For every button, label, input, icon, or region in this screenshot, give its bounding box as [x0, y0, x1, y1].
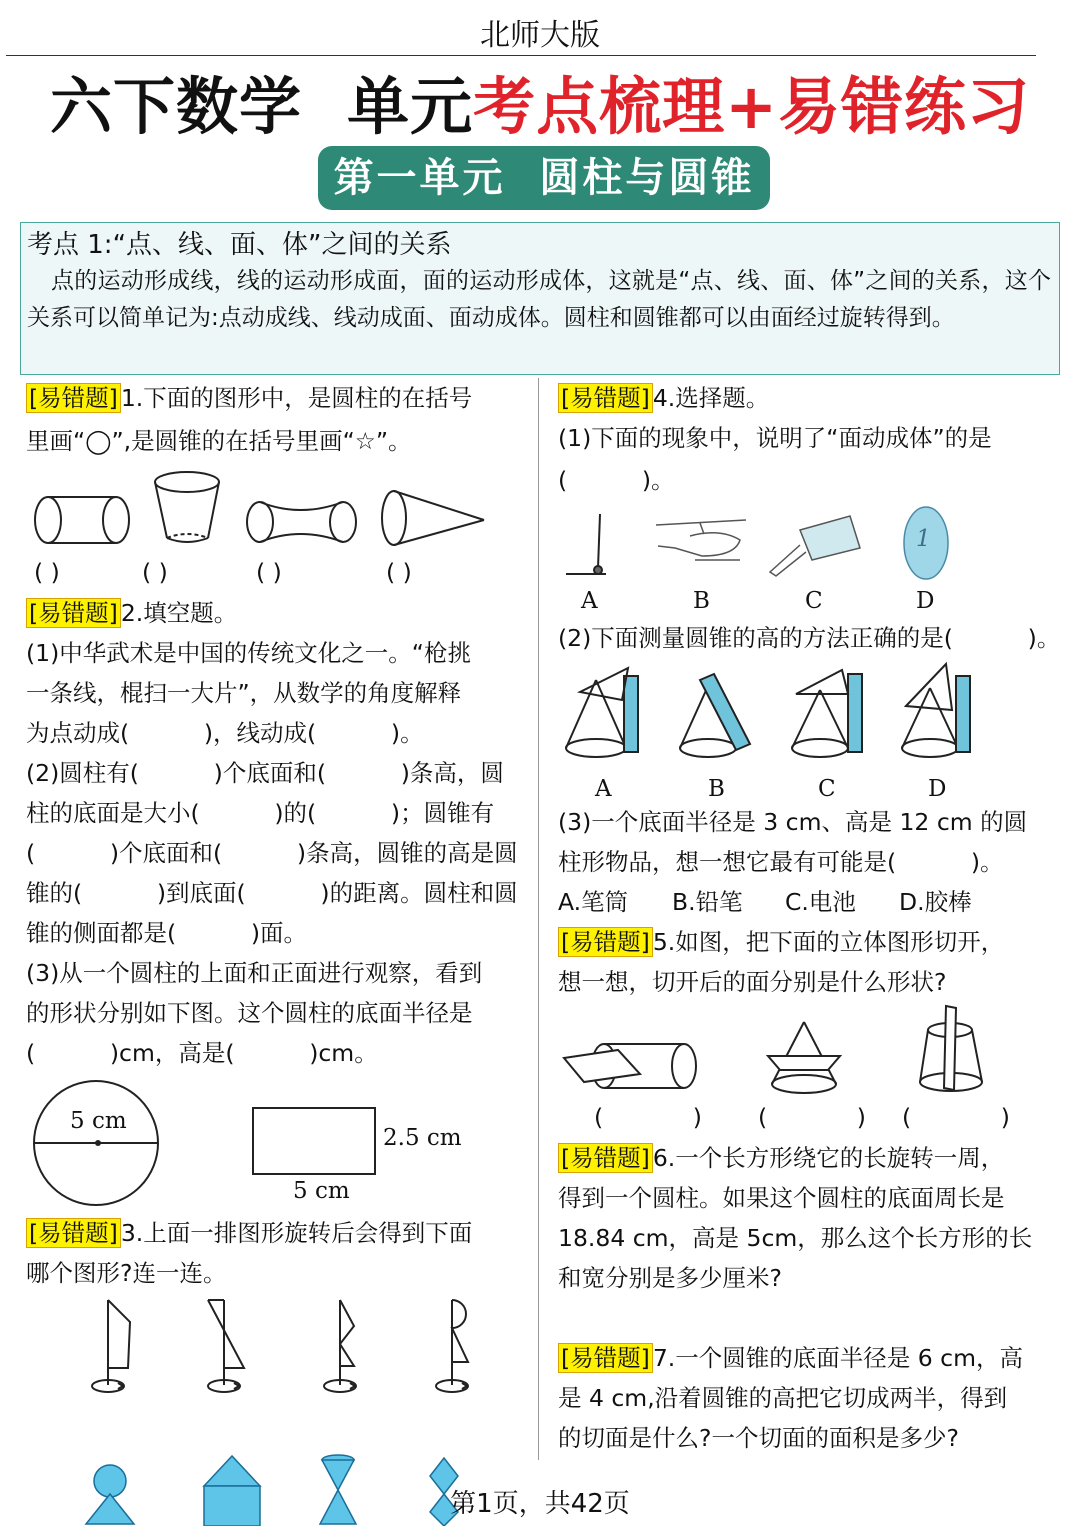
- q5-answer-1: ( ): [594, 1103, 702, 1131]
- q4-line-1: (1)下面的现象中，说明了“面动成体”的是: [558, 424, 992, 452]
- q2-line-5: 柱的底面是大小( )的( )；圆锥有: [26, 799, 495, 827]
- cut-cone-figure: [768, 1022, 840, 1093]
- q4-3-choice-b: B.铅笔: [672, 888, 743, 916]
- flat-figure-1: [92, 1300, 130, 1392]
- q2-line-2: 一条线，棍扫一大片”，从数学的角度解释: [26, 679, 462, 707]
- q7-line-1: [易错题] 7.一个圆锥的底面半径是 6 cm，高: [558, 1338, 1023, 1378]
- q6-line-2: 得到一个圆柱。如果这个圆柱的底面周长是: [558, 1184, 1005, 1212]
- q7-line-3: 的切面是什么?一个切面的面积是多少?: [558, 1424, 959, 1452]
- q2-line-7: 锥的( )到底面( )的距离。圆柱和圆: [26, 879, 518, 907]
- q4-3-choice-c: C.电池: [785, 888, 856, 916]
- q2-line-0: [易错题] 2.填空题。: [26, 593, 237, 633]
- q3-line-1: [易错题] 3.上面一排图形旋转后会得到下面: [26, 1213, 472, 1253]
- rectangle-height-label: 2.5 cm: [383, 1125, 462, 1151]
- q2-line-11: ( )cm，高是( )cm。: [26, 1039, 378, 1067]
- q4-line-2: ( )。: [558, 466, 675, 494]
- q3-line-2: 哪个图形?连一连。: [26, 1259, 227, 1287]
- mistake-tag: [易错题]: [26, 1218, 121, 1248]
- q4-1-label-a: A: [581, 588, 598, 614]
- q5-answer-2: ( ): [758, 1103, 866, 1131]
- title-red: 考点梳理+易错练习: [473, 70, 1031, 143]
- q4-1-label-d: D: [916, 588, 935, 614]
- flat-figure-2: [208, 1300, 244, 1392]
- unit-banner: 第一单元 圆柱与圆锥: [318, 146, 770, 210]
- q4-1-label-b: B: [693, 588, 710, 614]
- mistake-tag: [易错题]: [558, 1143, 653, 1173]
- q4-2-question: (2)下面测量圆锥的高的方法正确的是( )。: [558, 624, 1061, 652]
- q4-2-label-b: B: [708, 776, 725, 802]
- q2-line-3: 为点动成( )，线动成( )。: [26, 719, 424, 747]
- q6-line-3: 18.84 cm，高是 5cm，那么这个长方形的长: [558, 1224, 1033, 1252]
- q1-answer-4: ( ): [386, 558, 412, 586]
- publisher-label: 北师大版: [480, 18, 600, 53]
- cut-cylinder-figure: [564, 1044, 696, 1088]
- knowledge-point-body: 点的运动形成线，线的运动形成面，面的运动形成体，这就是“点、线、面、体”之间的关系，这个关系可以简单记为:点动成线、线动成面、面动成体。圆柱和圆锥都可以由面经过旋转得到。: [27, 268, 1051, 331]
- mistake-tag: [易错题]: [26, 383, 121, 413]
- q1-line-2: 里画“◯”,是圆锥的在括号里画“☆”。: [26, 427, 412, 455]
- coin-numeral: 1: [916, 526, 931, 552]
- flat-figure-3: [324, 1300, 356, 1392]
- q4-2-label-c: C: [818, 776, 836, 802]
- q2-line-4: (2)圆柱有( )个底面和( )条高，圆: [26, 759, 504, 787]
- mistake-tag: [易错题]: [558, 1343, 653, 1373]
- knowledge-point-title: 考点 1:“点、线、面、体”之间的关系: [27, 230, 452, 260]
- flat-figure-4: [436, 1300, 468, 1392]
- mistake-tag: [易错题]: [26, 598, 121, 628]
- q2-line-8: 锥的侧面都是( )面。: [26, 919, 308, 947]
- q1-answer-3: ( ): [256, 558, 282, 586]
- q4-1-label-c: C: [805, 588, 823, 614]
- q2-line-9: (3)从一个圆柱的上面和正面进行观察，看到: [26, 959, 483, 987]
- rectangle-width-label: 5 cm: [293, 1178, 350, 1204]
- q7-line-2: 是 4 cm,沿着圆锥的高把它切成两半，得到: [558, 1384, 1008, 1412]
- q4-3-line-1: (3)一个底面半径是 3 cm、高是 12 cm 的圆: [558, 808, 1028, 836]
- q5-answer-3: ( ): [902, 1103, 1010, 1131]
- q4-2-label-a: A: [595, 776, 612, 802]
- q4-2-label-d: D: [928, 776, 947, 802]
- q5-line-1: [易错题] 5.如图，把下面的立体图形切开，: [558, 922, 1004, 962]
- q4-3-choice-d: D.胶棒: [899, 888, 972, 916]
- q1-line-1: [易错题] 1.下面的图形中，是圆柱的在括号: [26, 378, 472, 418]
- q5-line-2: 想一想，切开后的面分别是什么形状?: [558, 968, 947, 996]
- circle-diameter-label: 5 cm: [70, 1108, 127, 1134]
- q1-answer-1: ( ): [34, 558, 60, 586]
- q1-answer-2: ( ): [142, 558, 168, 586]
- mistake-tag: [易错题]: [558, 927, 653, 957]
- q2-line-1: (1)中华武术是中国的传统文化之一。“枪挑: [26, 639, 471, 667]
- q6-line-4: 和宽分别是多少厘米?: [558, 1264, 782, 1292]
- mistake-tag: [易错题]: [558, 383, 653, 413]
- title-black: 六下数学 单元: [49, 70, 474, 143]
- q6-line-1: [易错题] 6.一个长方形绕它的长旋转一周，: [558, 1138, 1004, 1178]
- q4-line-0: [易错题] 4.选择题。: [558, 378, 769, 418]
- page-number: 第1页，共42页: [450, 1489, 630, 1519]
- q2-line-6: ( )个底面和( )条高，圆锥的高是圆: [26, 839, 518, 867]
- q4-3-line-2: 柱形物品，想一想它最有可能是( )。: [558, 848, 1004, 876]
- q4-3-choice-a: A.笔筒: [558, 888, 629, 916]
- cut-frustum-figure: [920, 1006, 982, 1091]
- q2-line-10: 的形状分别如下图。这个圆柱的底面半径是: [26, 999, 473, 1027]
